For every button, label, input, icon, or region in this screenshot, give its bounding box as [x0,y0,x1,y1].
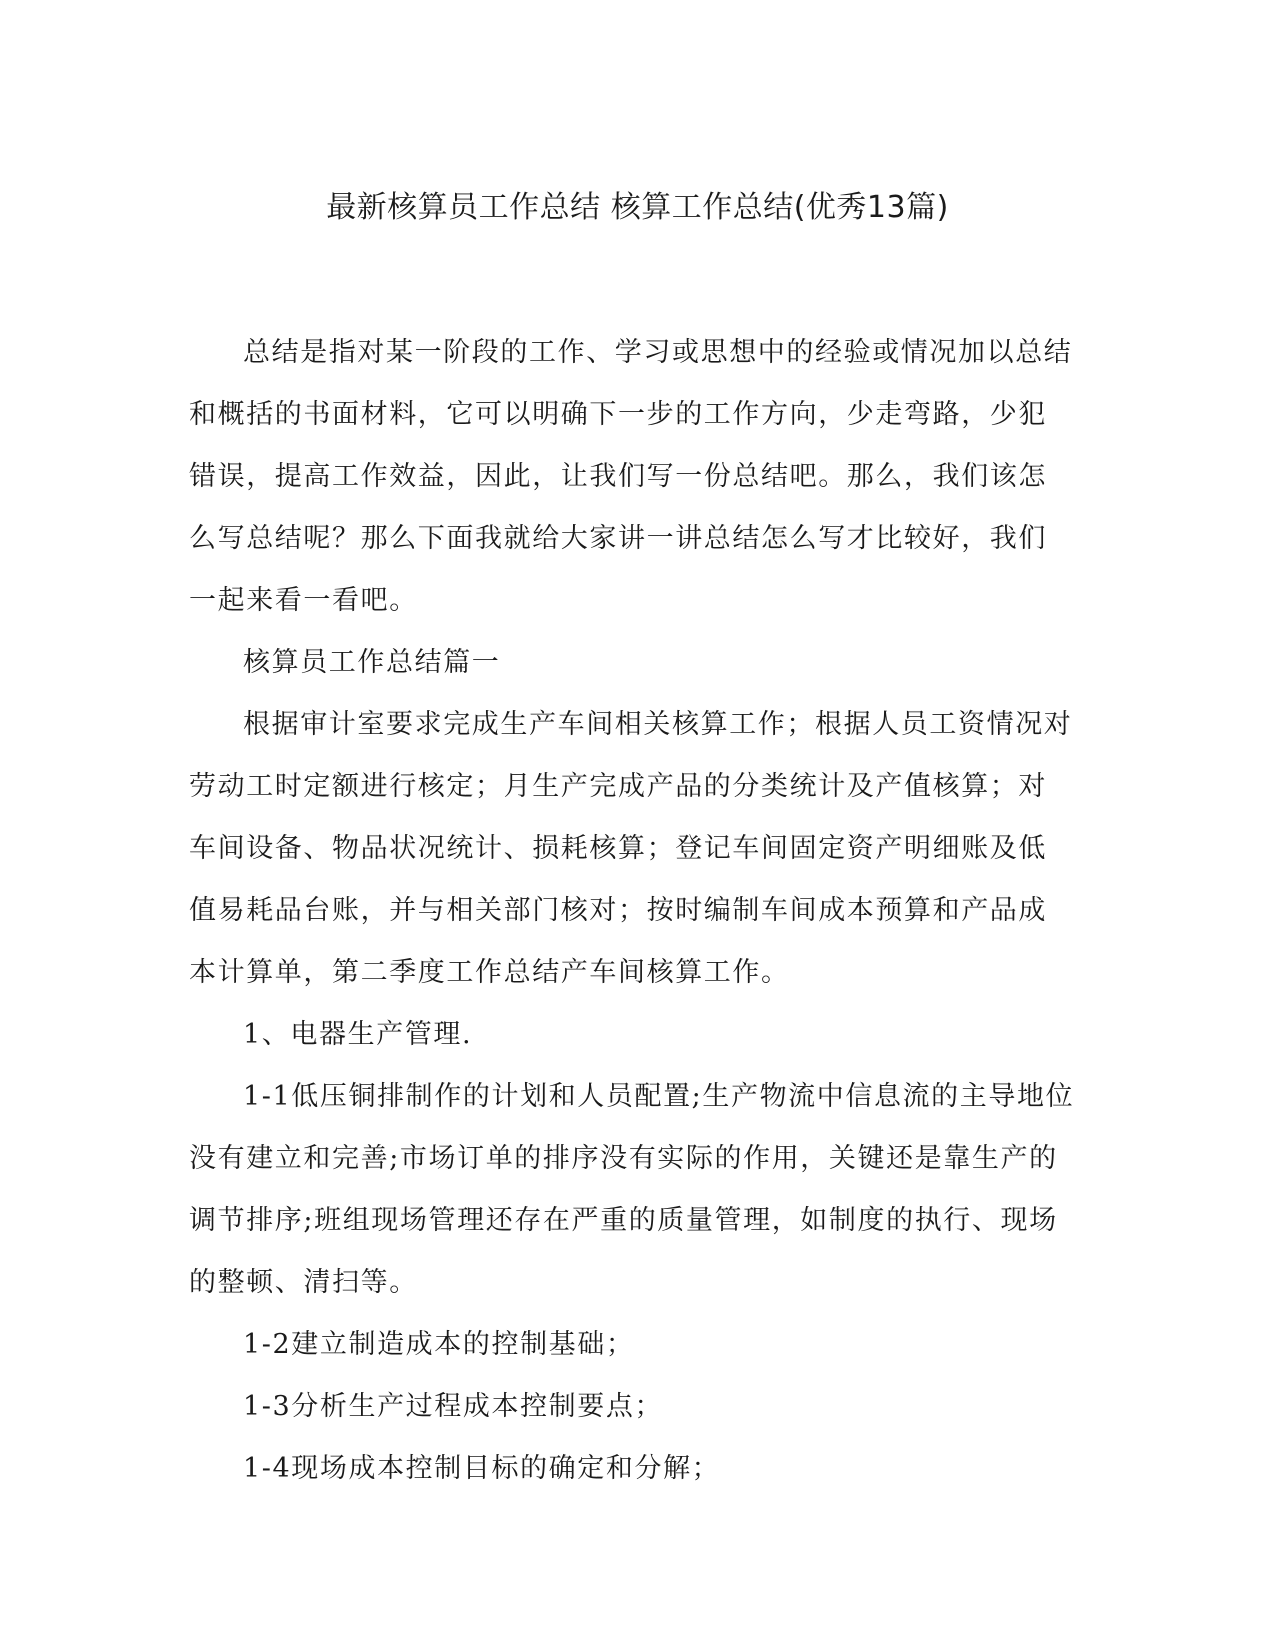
list-item: 1-1低压铜排制作的计划和人员配置;生产物流中信息流的主导地位没有建立和完善;市场订单的排序没有实际的作用，关键还是靠生产的调节排序;班组现场管理还存在严重的质量管理，如制度的执行、现场的整顿、清扫等。 [189,1081,1075,1298]
section-heading: 核算员工作总结篇一 [243,647,501,678]
list-item: 1、电器生产管理. [243,1019,473,1050]
document-body [189,322,1075,1500]
list-item: 1-4现场成本控制目标的确定和分解； [243,1453,721,1484]
list-item: 1-3分析生产过程成本控制要点； [243,1391,664,1422]
intro-paragraph: 总结是指对某一阶段的工作、学习或思想中的经验或情况加以总结和概括的书面材料，它可以明确下一步的工作方向，少走弯路，少犯错误，提高工作效益，因此，让我们写一份总结吧。那么，我们该怎么写总结呢？那么下面我就给大家讲一讲总结怎么写才比较好，我们一起来看一看吧。 [189,337,1073,616]
paragraph: 根据审计室要求完成生产车间相关核算工作；根据人员工资情况对劳动工时定额进行核定；月生产完成产品的分类统计及产值核算；对车间设备、物品状况统计、损耗核算；登记车间固定资产明细账及低值易耗品台账，并与相关部门核对；按时编制车间成本预算和产品成本计算单，第二季度工作总结产车间核算工作。 [189,709,1073,988]
document-title: 最新核算员工作总结 核算工作总结(优秀13篇) [326,190,949,225]
list-item: 1-2建立制造成本的控制基础； [243,1329,635,1360]
